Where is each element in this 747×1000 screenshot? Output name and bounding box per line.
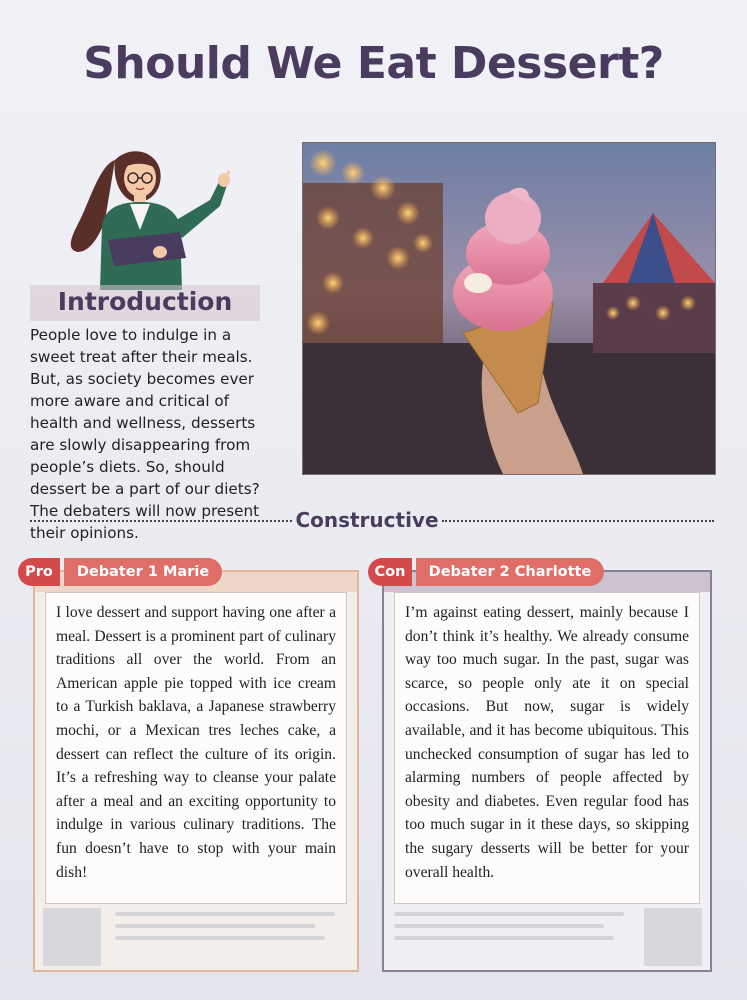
introduction-text: People love to indulge in a sweet treat after their meals. But, as society becomes ever more aware and critical of health and wellness, desserts are slowly disappearing from people’s diets. So, should dessert be a part of our diets? The debaters will now present their opinions. (30, 326, 260, 542)
con-argument-card (382, 570, 712, 972)
dotted-rule-right (442, 520, 714, 522)
pro-role-label: Pro (18, 558, 60, 586)
qr-code-icon (43, 908, 101, 966)
faint-footer-line (115, 936, 325, 940)
con-debater-tag (368, 558, 604, 586)
con-text-panel (394, 592, 700, 904)
faint-footer-line (115, 912, 335, 916)
pro-argument-text: I love dessert and support having one after a meal. Dessert is a prominent part of culinary traditions all over the world. From an American apple pie topped with ice cream to a Turkish baklava, a Japanese strawberry mochi, or a Mexican tres leches cake, a dessert can reflect the culture of its origin. It’s a refreshing way to cleanse your palate after a meal and an exciting opportunity to indulge in various culinary traditions. The fun doesn’t have to stop with your main dish! (56, 604, 336, 881)
pro-debater-name: Debater 1 Marie (64, 558, 222, 586)
faint-footer-line (115, 924, 315, 928)
con-debater-name: Debater 2 Charlotte (416, 558, 604, 586)
introduction-heading: Introduction (57, 287, 233, 316)
section-title: Constructive (295, 508, 439, 532)
pro-debater-tag (18, 558, 222, 586)
page-title: Should We Eat Dessert? (83, 38, 664, 89)
constructive-divider (30, 506, 714, 534)
faint-footer-line (394, 924, 604, 928)
faint-footer-line (394, 912, 624, 916)
ice-cream-photo (302, 142, 716, 475)
teacher-illustration (60, 140, 250, 290)
faint-footer-line (394, 936, 614, 940)
qr-code-icon (644, 908, 702, 966)
con-role-label: Con (368, 558, 412, 586)
dotted-rule-left (30, 520, 292, 522)
pro-argument-card (33, 570, 359, 972)
pro-text-panel (45, 592, 347, 904)
con-argument-text: I’m against eating dessert, mainly because I don’t think it’s healthy. We already consume way too much sugar. In the past, sugar was scarce, so people only ate it on special occasions. But now, sugar is widely available, and it has become ubiquitous. This unchecked consumption of sugar has led to alarming numbers of people affected by obesity and diabetes. Even regular food has too much sugar in it these days, so skipping the sugary desserts will be better for your overall health. (405, 604, 689, 881)
